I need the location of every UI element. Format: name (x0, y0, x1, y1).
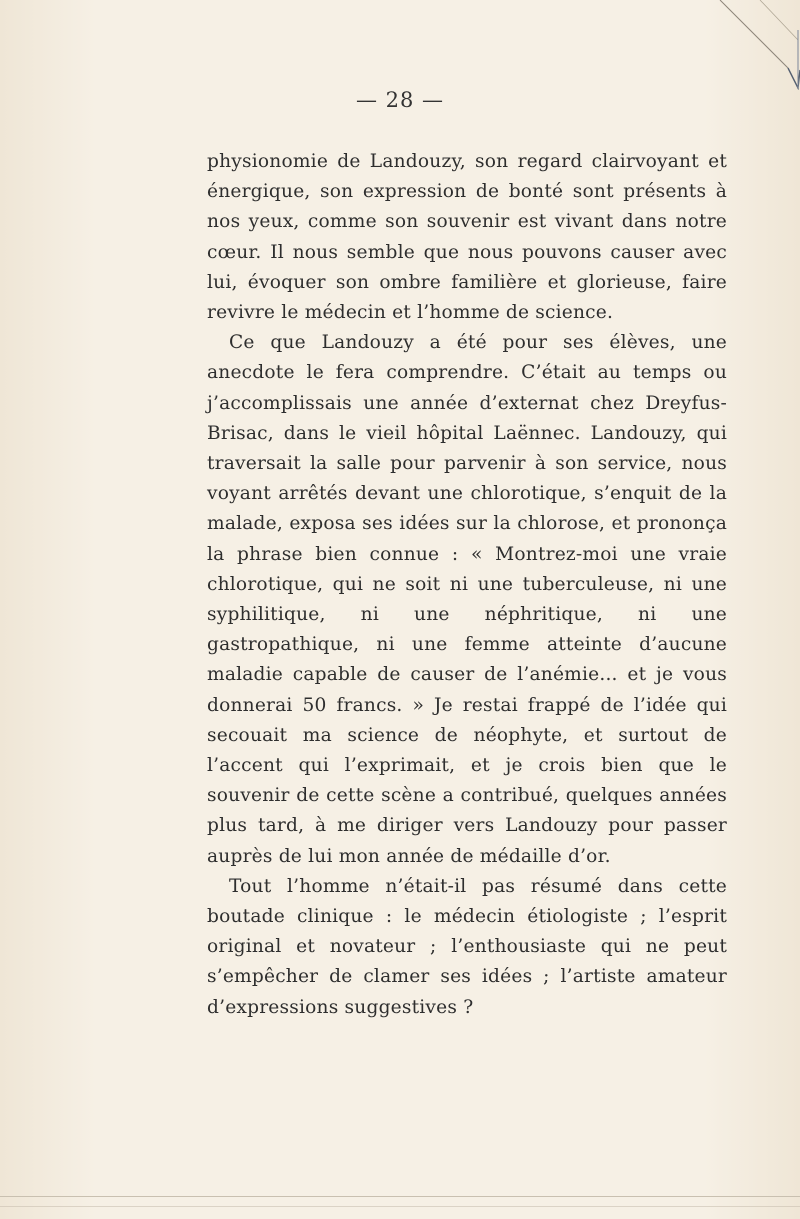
paragraph-1: physionomie de Landouzy, son regard clairvoyant et énergique, son expression de bonté sont présents à nos yeux, comme son souvenir est vivant dans notre cœur. Il nous semble que nous pouvons causer avec lui, évoquer son ombre familière et glorieuse, faire revivre le médecin et l’homme de science. (207, 151, 727, 324)
page-corner-fold (710, 0, 800, 90)
paragraph-3: Tout l’homme n’était-il pas résumé dans cette boutade clinique : le médecin étiologiste ; l’esprit original et novateur ; l’enthousiaste qui ne peut s’empêcher de clamer ses idées ; l’artiste amateur d’expressions suggestives ? (207, 875, 727, 1018)
body-text (207, 147, 727, 1023)
page-edge-line (0, 1196, 800, 1197)
page-number: — 28 — (355, 88, 445, 112)
page-edge-line-secondary (0, 1206, 800, 1207)
paragraph-2: Ce que Landouzy a été pour ses élèves, une anecdote le fera comprendre. C’était au temps ou j’accomplissais une année d’externat chez Dreyfus-Brisac, dans le vieil hôpital Laënnec. Landouzy, qui traversait la salle pour parvenir à son service, nous voyant arrêtés devant une chlorotique, s’enquit de la malade, exposa ses idées sur la chlorose, et prononça la phrase bien connue : « Montrez-moi une vraie chlorotique, qui ne soit ni une tuberculeuse, ni une syphilitique, ni une néphritique, ni une gastropathique, ni une femme atteinte d’aucune maladie capable de causer de l’anémie... et je vous donnerai 50 francs. » Je restai frappé de l’idée qui secouait ma science de néophyte, et surtout de l’accent qui l’exprimait, et je crois bien que le souvenir de cette scène a contribué, quelques années plus tard, à me diriger vers Landouzy pour passer auprès de lui mon année de médaille d’or. (207, 332, 727, 867)
